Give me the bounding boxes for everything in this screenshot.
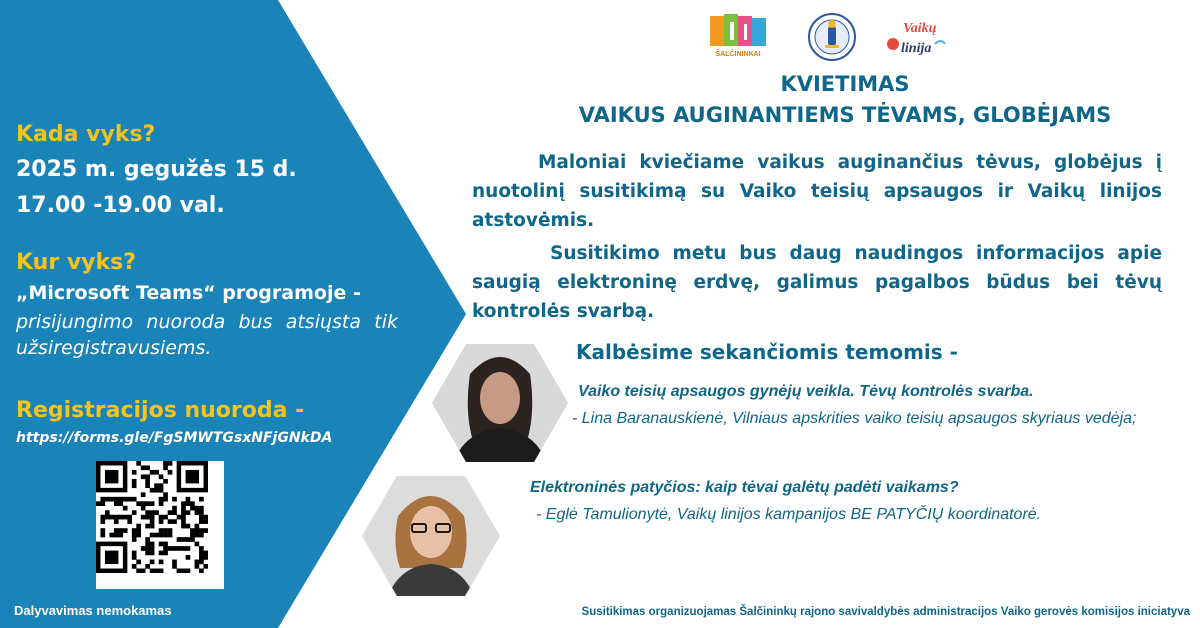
topic-speaker-2: - Eglė Tamulionytė, Vaikų linijos kampanijos BE PATYČIŲ koordinatorė. (536, 506, 1042, 523)
invitation-title: KVIETIMAS (780, 72, 910, 96)
meeting-description: Susitikimo metu bus daug naudingos informacijos apie saugią elektroninę erdvę, galimus pagalbos būdus bei tėvų kontrolės svarbą. (472, 243, 1162, 322)
when-label: Kada vyks? (16, 122, 156, 147)
salcininkai-label: ŠALČININKAI (715, 51, 761, 58)
salcininkai-crest-icon (704, 12, 776, 58)
logo-vaiku-word: Vaikų (903, 21, 937, 36)
speaker-portrait-icon (432, 344, 568, 462)
event-date: 2025 m. gegužės 15 d. (16, 157, 297, 182)
vaiku-linija-logo-icon (883, 16, 951, 60)
vaiku-linija-logo (883, 16, 951, 65)
registration-link[interactable]: https://forms.gle/FgSMWTGsxNFjGNkDA (16, 430, 333, 446)
free-participation-note: Dalyvavimas nemokamas (14, 603, 172, 618)
logo-linija-word: linija (901, 41, 932, 56)
topic-speaker-1: - Lina Baranauskienė, Vilniaus apskrities vaiko teisių apsaugos skyriaus vedėja; (572, 410, 1137, 427)
salcininkai-logo (704, 12, 776, 63)
event-platform: „Microsoft Teams“ programoje - (16, 282, 361, 304)
invitation-subtitle: VAIKUS AUGINANTIEMS TĖVAMS, GLOBĖJAMS (578, 103, 1112, 127)
registration-label: Registracijos nuoroda - (16, 398, 305, 423)
topic-title-1: Vaiko teisių apsaugos gynėjų veikla. Tėvų kontrolės svarba. (578, 383, 1034, 400)
qr-code-graphic (96, 461, 208, 573)
partner-logos (700, 12, 960, 62)
event-time: 17.00 -19.00 val. (16, 193, 225, 218)
topics-heading: Kalbėsime sekančiomis temomis - (576, 340, 958, 364)
where-label: Kur vyks? (16, 250, 137, 275)
organizer-note: Susitikimas organizuojamas Šalčininkų rajono savivaldybės administracijos Vaiko gerovės komisijos iniciatyva (581, 606, 1190, 618)
link-note: prisijungimo nuoroda bus atsiųsta tik užsiregistravusiems. (16, 311, 398, 359)
child-rights-seal-icon (807, 12, 857, 62)
topic-title-2: Elektroninės patyčios: kaip tėvai galėtų padėti vaikams? (530, 479, 959, 496)
qr-code-icon[interactable] (96, 461, 224, 589)
child-rights-logo (807, 12, 857, 67)
speaker-photo-1 (432, 344, 568, 467)
invitation-paragraph: Maloniai kviečiame vaikus auginančius tėvus, globėjus į nuotolinį susitikimą su Vaiko teisių apsaugos ir Vaikų linijos atstovėmis. (472, 152, 1162, 231)
speaker-portrait-icon (362, 476, 500, 596)
speaker-photo-2 (362, 476, 500, 601)
